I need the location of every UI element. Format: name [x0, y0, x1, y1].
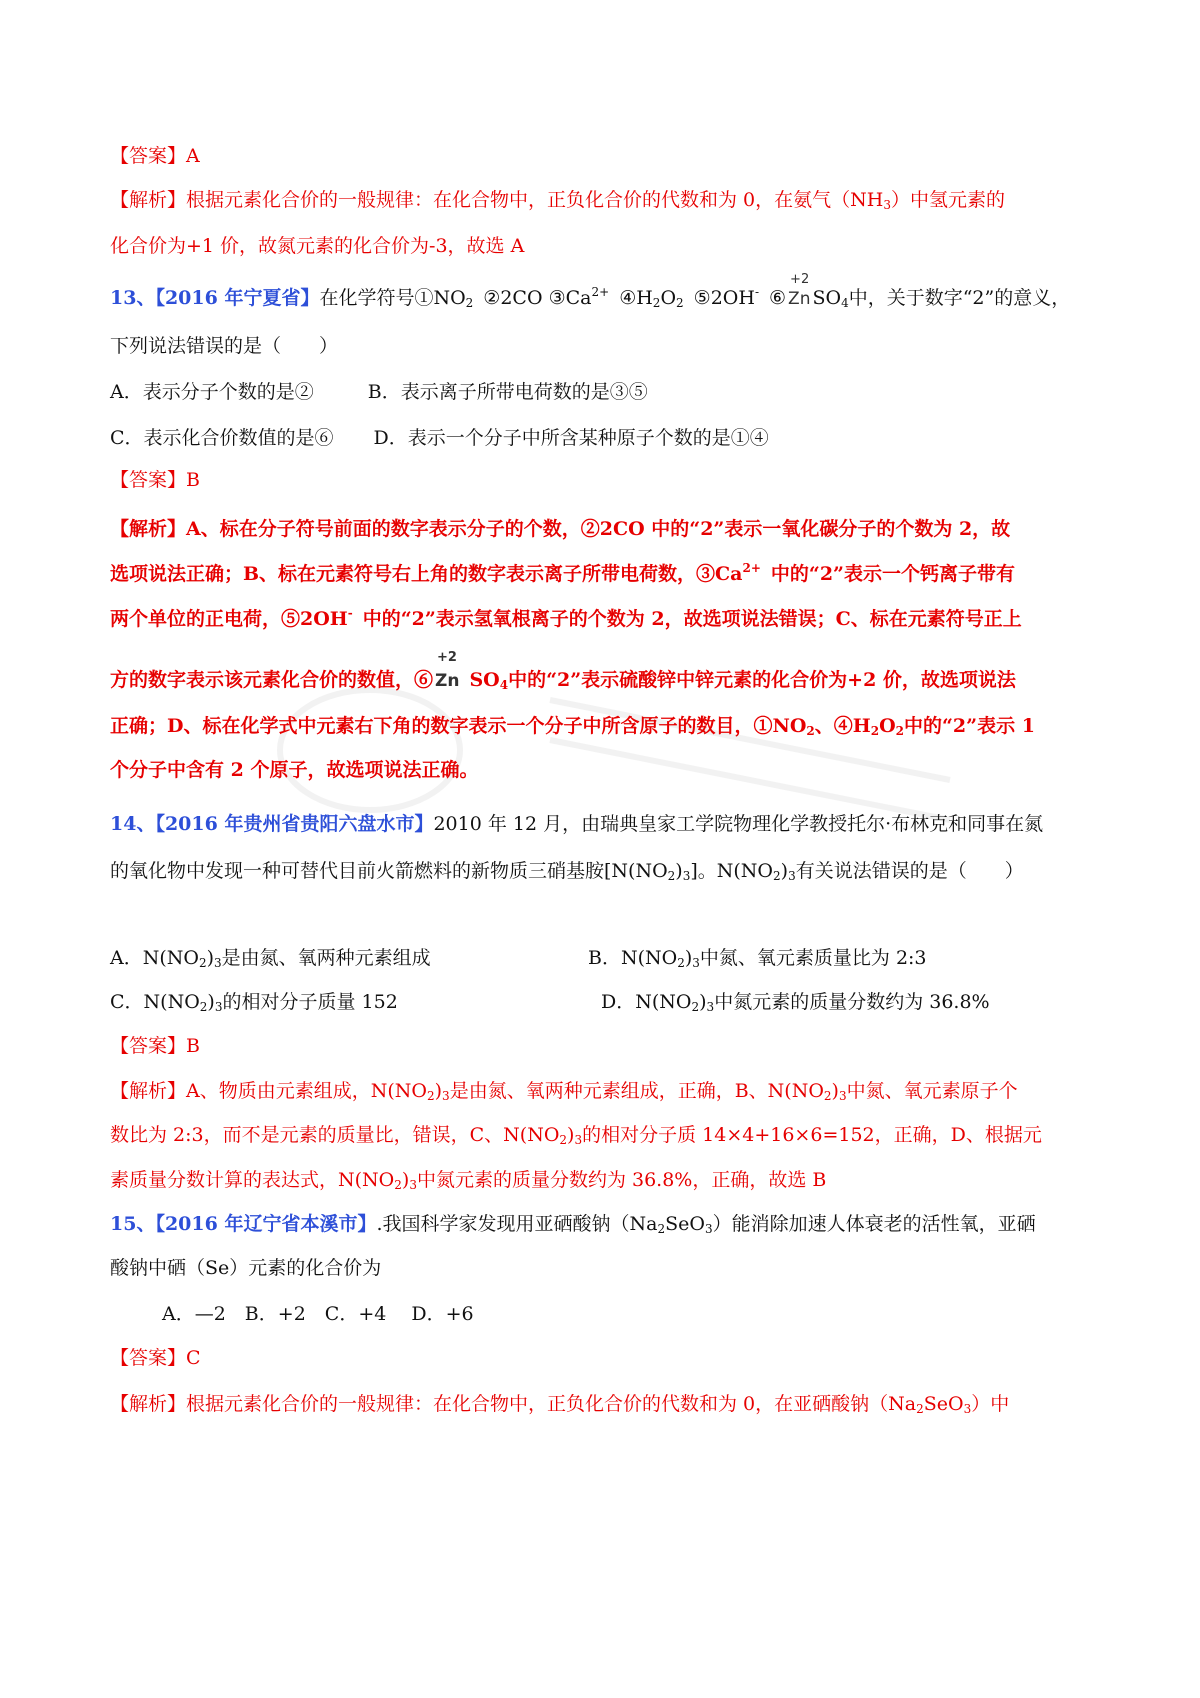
analysis-text: 是由氮、氧两种元素组成，正确，B、N(NO: [449, 1080, 824, 1102]
q13-answer-line: [110, 466, 200, 494]
analysis-text: 中的“2”表示硫酸锌中锌元素的化合价为+2 价，故选项说法: [508, 669, 1016, 691]
analysis-text: SeO: [923, 1393, 964, 1415]
stem-text: ④H: [619, 287, 653, 309]
analysis-text: 中的“2”表示 1: [904, 715, 1035, 737]
option-text: B．N(NO: [588, 947, 678, 969]
stem-text: 2010 年 12 月，由瑞典皇家工学院物理化学教授托尔·布林克和同事在氮: [433, 813, 1044, 835]
analysis-text: 化合价为+1 价，故氮元素的化合价为-3，故选 A: [110, 235, 525, 257]
q14-analysis-line-3: [110, 1166, 826, 1194]
q14-answer-line: [110, 1032, 200, 1060]
subscript: 2: [773, 869, 781, 883]
answer-value: A: [186, 145, 200, 167]
subscript: 3: [409, 1178, 417, 1192]
analysis-text: A、物质由元素组成，N(NO: [186, 1080, 427, 1102]
answer-label: 【答案】: [110, 469, 187, 491]
subscript: 2: [916, 1402, 924, 1416]
stem-text: 在化学符号①NO: [319, 287, 466, 309]
subscript: 2: [559, 1133, 568, 1147]
q13-stem-line-1: [110, 272, 1071, 313]
valence-number: +2: [790, 272, 810, 287]
analysis-text: ): [434, 1080, 443, 1102]
stem-text: ]。N(NO: [690, 860, 774, 882]
subscript: 2: [657, 1222, 666, 1236]
analysis-text: 数比为 2:3，而不是元素的质量比，错误，C、N(NO: [110, 1124, 560, 1146]
q13-stem-line-2: [110, 332, 338, 360]
stem-text: 的氧化物中发现一种可替代目前火箭燃料的新物质三硝基胺[N(NO: [110, 860, 668, 882]
analysis-text: 的相对分子质 14×4+16×6=152，正确，D、根据元: [582, 1124, 1042, 1146]
q14-option-d: [601, 988, 990, 1016]
analysis-text: ): [401, 1169, 410, 1191]
q12-answer-line: [110, 142, 200, 170]
option-text: C．N(NO: [110, 991, 200, 1013]
subscript: 2: [870, 724, 880, 738]
q12-analysis-line-2: [110, 232, 524, 260]
q14-stem-line-2: [110, 857, 1024, 885]
option-a: [110, 947, 431, 969]
option-text: A．N(NO: [110, 947, 199, 969]
subscript: 3: [692, 956, 700, 970]
superscript: 2+: [591, 285, 610, 299]
subscript: 2: [895, 724, 904, 738]
subscript: 3: [704, 1222, 713, 1236]
subscript: 2: [465, 296, 474, 310]
option-text: ): [207, 991, 215, 1013]
q14-option-c: [110, 988, 398, 1016]
answer-value: B: [186, 1035, 200, 1057]
q14-analysis-line-1: [110, 1077, 1018, 1105]
option-text: ): [699, 991, 707, 1013]
stem-text: 有关说法错误的是（ ）: [795, 860, 1024, 882]
analysis-text: 根据元素化合价的一般规律：在化合物中，正负化合价的代数和为 0，在氨气（NH: [186, 189, 884, 211]
valence-number: +2: [437, 650, 457, 665]
q12-analysis-line-1: [110, 186, 1005, 214]
q13-analysis-line-3: [110, 605, 1022, 633]
subscript: 3: [682, 869, 691, 883]
question-source: 【2016 年贵州省贵阳六盘水市】: [155, 813, 434, 835]
q13-options-row-2: [110, 424, 769, 452]
q15-answer-line: [110, 1344, 201, 1372]
subscript: 3: [442, 1089, 450, 1103]
subscript: 4: [499, 678, 509, 692]
stem-text: ⑤2OH: [693, 287, 755, 309]
analysis-text: ）中: [971, 1393, 1010, 1415]
stem-text: ②2CO ③Ca: [483, 287, 592, 309]
subscript: 3: [788, 869, 796, 883]
subscript: 3: [838, 1089, 847, 1103]
analysis-text: ): [831, 1080, 839, 1102]
option-text: 中氮元素的质量分数约为 36.8%: [714, 991, 990, 1013]
q15-options: [162, 1300, 474, 1328]
analysis-text: O: [879, 715, 896, 737]
answer-label: 【答案】: [110, 1347, 187, 1369]
stem-text: 中，关于数字“2”的意义，: [848, 287, 1071, 309]
analysis-text: 根据元素化合价的一般规律：在化合物中，正负化合价的代数和为 0，在亚硒酸钠（Na: [186, 1393, 917, 1415]
analysis-text: ）中氢元素的: [890, 189, 1005, 211]
option-b: B．表示离子所带电荷数的是③⑤: [367, 381, 648, 403]
question-number: 15、: [110, 1213, 156, 1235]
subscript: 2: [676, 296, 684, 310]
subscript: 2: [394, 1178, 402, 1192]
analysis-text: 两个单位的正电荷，⑤2OH: [110, 608, 348, 630]
subscript: 2: [426, 1089, 435, 1103]
option-text: ): [206, 947, 215, 969]
q15-stem-line-1: [110, 1210, 1036, 1238]
options-text: A．—2 B．+2 C．+4 D．+6: [162, 1303, 474, 1325]
q13-options-row-1: [110, 378, 648, 406]
superscript: 2+: [742, 561, 761, 575]
valence-zn: [435, 650, 460, 695]
stem-text: ）能消除加速人体衰老的活性氧，亚硒: [712, 1213, 1036, 1235]
analysis-text: 中的“2”表示一个钙离子带有: [770, 563, 1015, 585]
q14-options-row-1: [110, 944, 431, 972]
q13-analysis-line-2: [110, 560, 1015, 588]
stem-text: SO: [812, 287, 842, 309]
subscript: 3: [883, 198, 891, 212]
answer-value: C: [186, 1347, 201, 1369]
option-text: D．N(NO: [601, 991, 692, 1013]
analysis-label: 【解析】: [110, 1080, 187, 1102]
analysis-label: 【解析】: [110, 1393, 187, 1415]
stem-text: SeO: [665, 1213, 705, 1235]
subscript: 2: [652, 296, 661, 310]
answer-label: 【答案】: [110, 1035, 187, 1057]
stem-text: ): [675, 860, 683, 882]
analysis-text: 方的数字表示该元素化合价的数值，⑥: [110, 669, 434, 691]
stem-text: 酸钠中硒（Se）元素的化合价为: [110, 1257, 382, 1279]
q15-stem-line-2: [110, 1254, 381, 1282]
answer-value: B: [186, 469, 200, 491]
q13-analysis-line-6: [110, 756, 478, 784]
superscript: -: [347, 606, 353, 620]
question-number: 13、: [110, 287, 156, 309]
analysis-label: 【解析】: [110, 518, 187, 540]
analysis-text: 中氮元素的质量分数约为 36.8%，正确，故选 B: [416, 1169, 827, 1191]
option-a: A．表示分子个数的是②: [110, 381, 314, 403]
stem-text: ): [780, 860, 789, 882]
subscript: 3: [214, 1000, 223, 1014]
subscript: 2: [199, 1000, 208, 1014]
stem-text: 下列说法错误的是（ ）: [110, 335, 339, 357]
analysis-label: 【解析】: [110, 189, 187, 211]
analysis-text: 中的“2”表示氢氧根离子的个数为 2，故选项说法错误；C、标在元素符号正上: [362, 608, 1022, 630]
subscript: 3: [214, 956, 222, 970]
subscript: 2: [677, 956, 685, 970]
analysis-text: 选项说法正确；B、标在元素符号右上角的数字表示离子所带电荷数，③Ca: [110, 563, 743, 585]
subscript: 2: [691, 1000, 700, 1014]
subscript: 2: [823, 1089, 832, 1103]
element-symbol: Zn: [788, 289, 811, 309]
subscript: 2: [667, 869, 676, 883]
analysis-text: 个分子中含有 2 个原子，故选项说法正确。: [110, 759, 479, 781]
stem-text: .我国科学家发现用亚硒酸钠（Na: [376, 1213, 658, 1235]
option-text: ): [684, 947, 693, 969]
element-symbol: Zn: [435, 671, 460, 691]
analysis-text: 素质量分数计算的表达式，N(NO: [110, 1169, 395, 1191]
option-d: D．表示一个分子中所含某种原子个数的是①④: [373, 427, 769, 449]
q14-stem-line-1: [110, 810, 1043, 838]
subscript: 3: [963, 1402, 972, 1416]
stem-text: ⑥: [769, 287, 787, 309]
q13-analysis-line-4: [110, 650, 1016, 695]
analysis-text: SO: [469, 669, 500, 691]
option-text: 中氮、氧元素质量比为 2:3: [699, 947, 927, 969]
analysis-text: A、标在分子符号前面的数字表示分子的个数，②2CO 中的“2”表示一氧化碳分子的个数为 2，故: [186, 518, 1011, 540]
q14-analysis-line-2: [110, 1121, 1042, 1149]
subscript: 4: [841, 296, 849, 310]
superscript: -: [754, 285, 759, 299]
analysis-text: ): [567, 1124, 575, 1146]
question-source: 【2016 年宁夏省】: [155, 287, 320, 309]
analysis-text: 正确；D、标在化学式中元素右下角的数字表示一个分子中所含原子的数目，①NO: [110, 715, 807, 737]
stem-text: O: [660, 287, 677, 309]
question-number: 14、: [110, 813, 156, 835]
subscript: 3: [706, 1000, 715, 1014]
option-c: C．表示化合价数值的是⑥: [110, 427, 334, 449]
subscript: 2: [198, 956, 207, 970]
analysis-text: 中氮、氧元素原子个: [846, 1080, 1018, 1102]
subscript: 3: [574, 1133, 583, 1147]
analysis-text: 、④H: [814, 715, 871, 737]
option-text: 的相对分子质量 152: [222, 991, 398, 1013]
valence-zn: [788, 272, 811, 313]
q13-analysis-line-5: [110, 712, 1035, 740]
subscript: 2: [806, 724, 815, 738]
answer-label: 【答案】: [110, 145, 187, 167]
q13-analysis-line-1: [110, 515, 1010, 543]
question-source: 【2016 年辽宁省本溪市】: [155, 1213, 377, 1235]
q15-analysis-line-1: [110, 1390, 1009, 1418]
option-text: 是由氮、氧两种元素组成: [221, 947, 431, 969]
q14-option-b: [588, 944, 927, 972]
